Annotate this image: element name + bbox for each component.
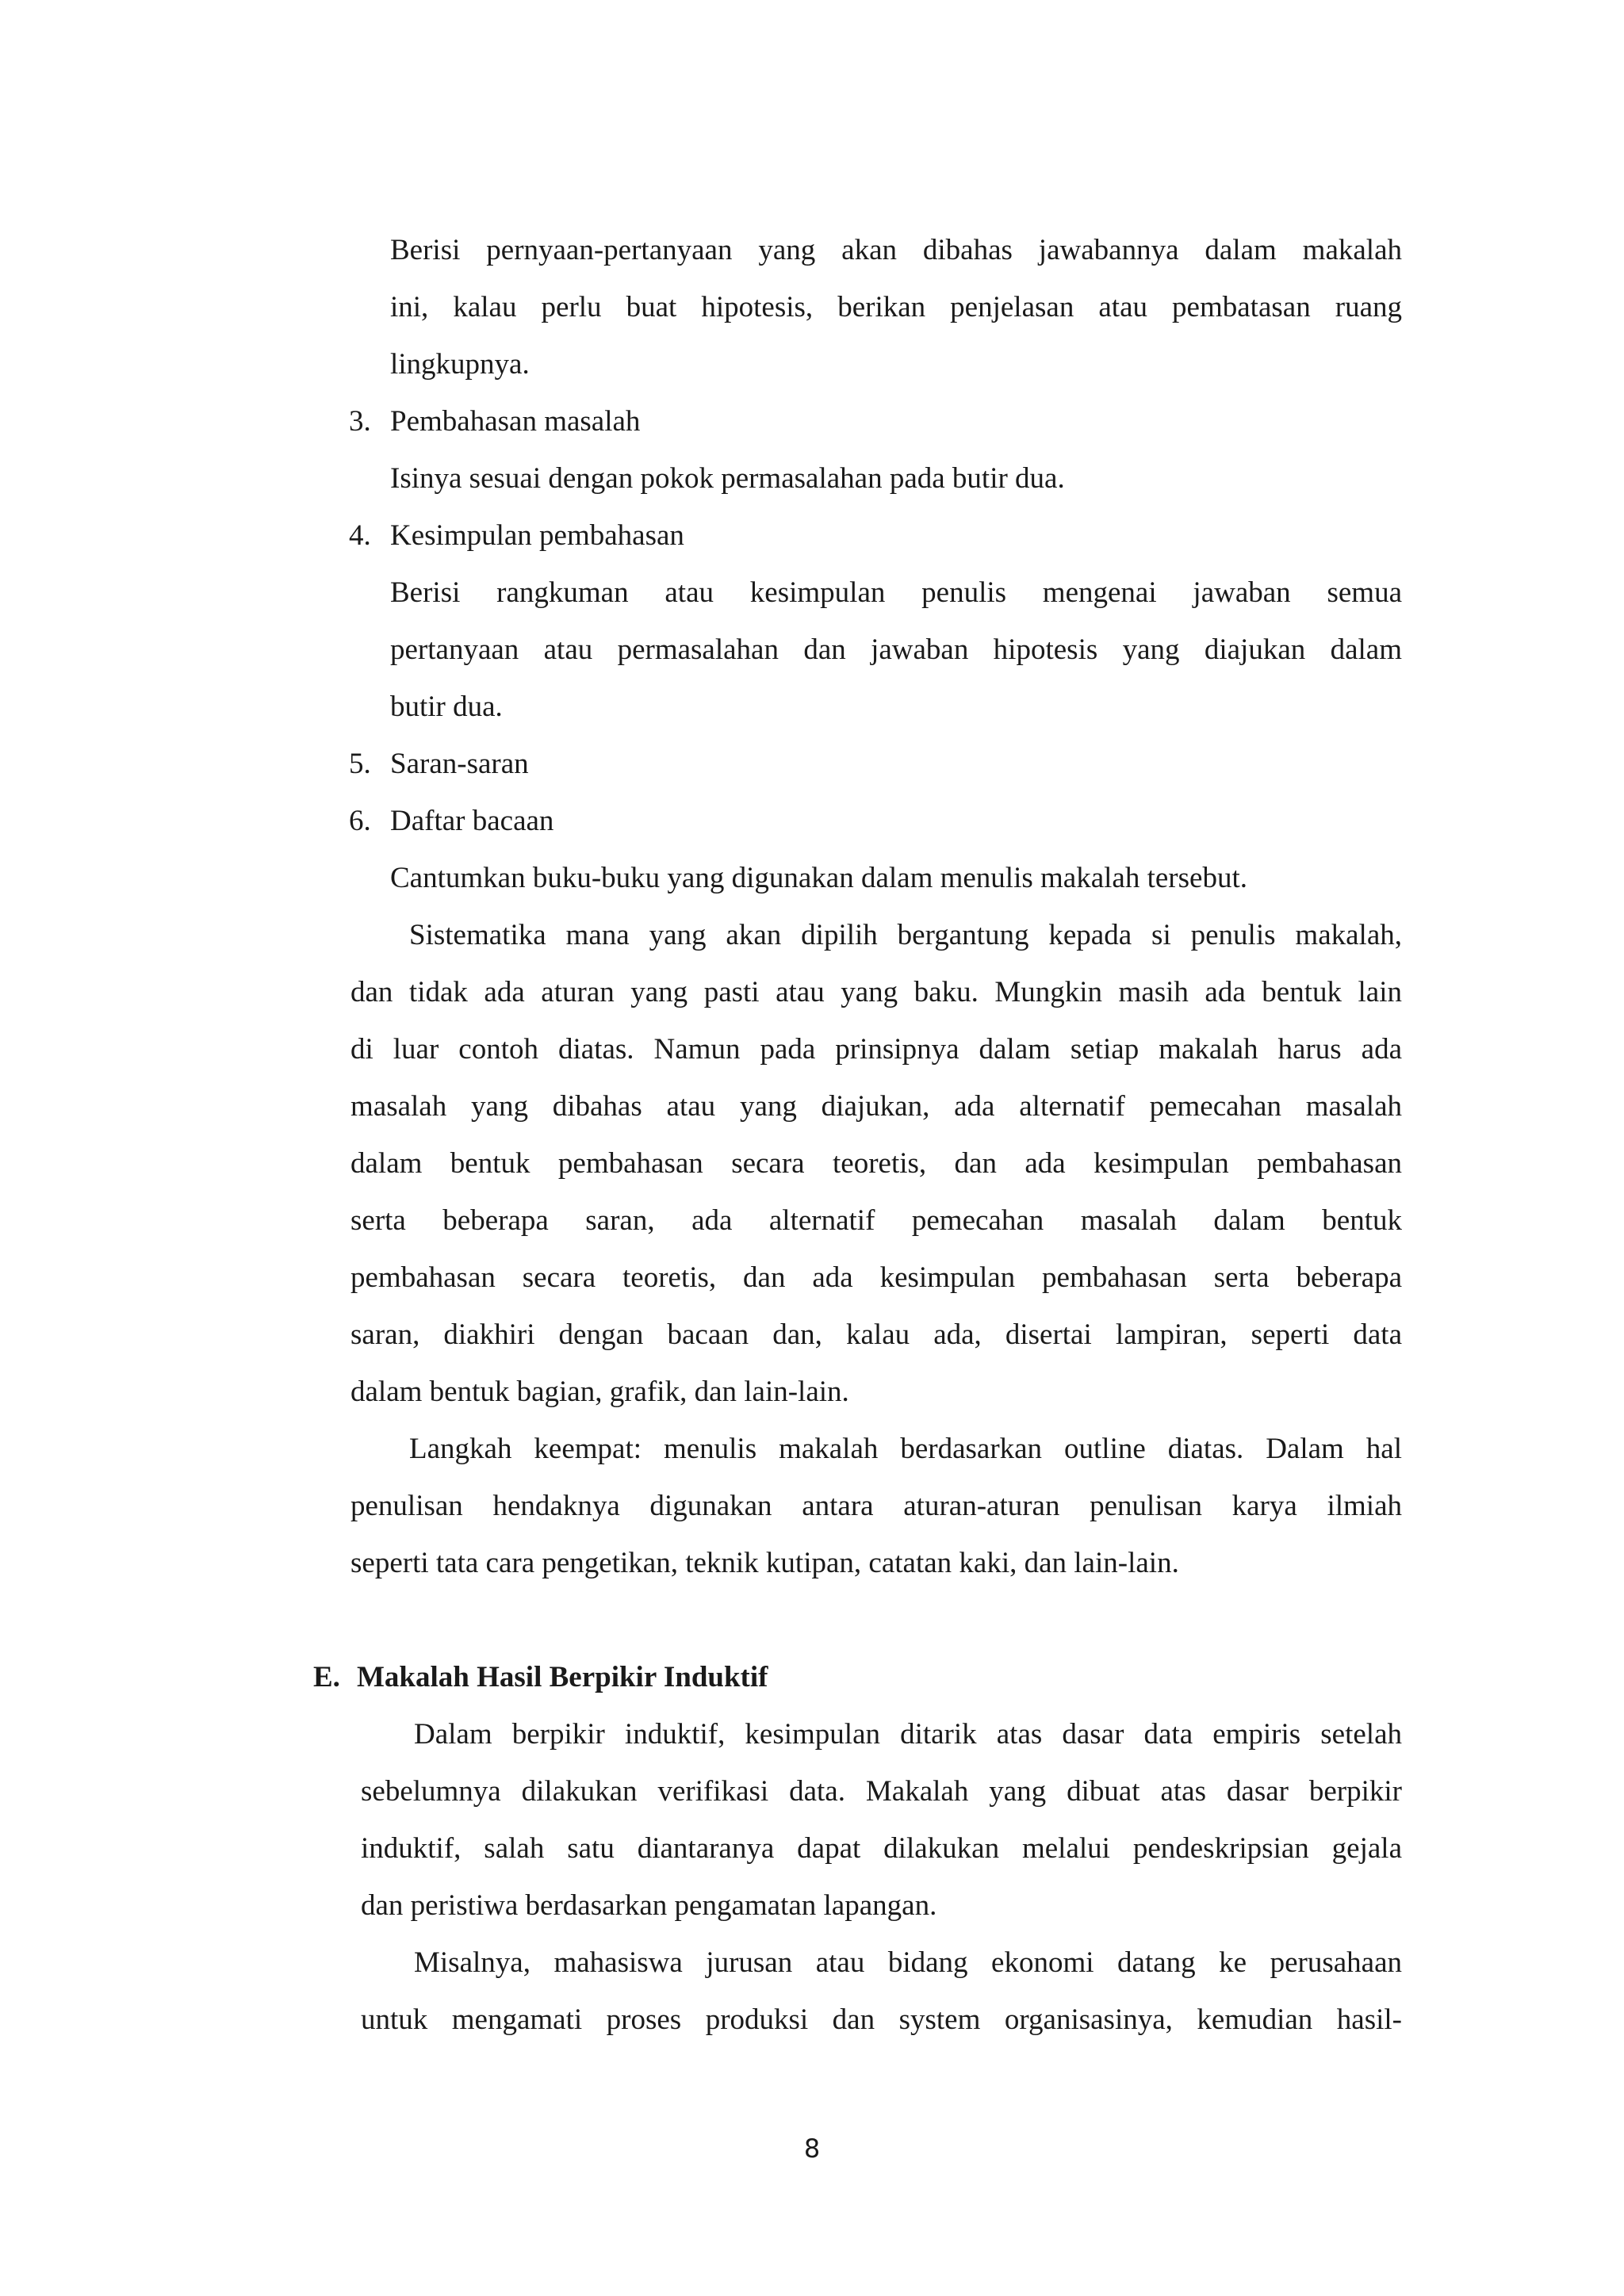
section-title: Makalah Hasil Berpikir Induktif bbox=[357, 1661, 768, 1693]
paragraph-line: induktif, salah satu diantaranya dapat dilakukan melalui pendeskripsian gejala bbox=[361, 1832, 1402, 1865]
list-item-desc: butir dua. bbox=[390, 691, 503, 723]
paragraph-line: untuk mengamati proses produksi dan system organisasinya, kemudian hasil- bbox=[361, 2003, 1402, 2036]
list-item-title: Pembahasan masalah bbox=[390, 405, 641, 438]
list-item-desc: pertanyaan atau permasalahan dan jawaban hipotesis yang diajukan dalam bbox=[390, 633, 1402, 666]
list-item-desc: Berisi rangkuman atau kesimpulan penulis mengenai jawaban semua bbox=[390, 576, 1402, 609]
list-item-desc: Isinya sesuai dengan pokok permasalahan pada butir dua. bbox=[390, 462, 1065, 495]
intro-line: ini, kalau perlu buat hipotesis, berikan penjelasan atau pembatasan ruang bbox=[390, 291, 1402, 323]
paragraph-line: dalam bentuk bagian, grafik, dan lain-lain. bbox=[350, 1376, 849, 1408]
paragraph-line: sebelumnya dilakukan verifikasi data. Makalah yang dibuat atas dasar berpikir bbox=[361, 1775, 1402, 1808]
paragraph-line: Sistematika mana yang akan dipilih bergantung kepada si penulis makalah, bbox=[409, 919, 1402, 951]
paragraph-line: Misalnya, mahasiswa jurusan atau bidang ekonomi datang ke perusahaan bbox=[414, 1946, 1402, 1979]
list-item-title: Kesimpulan pembahasan bbox=[390, 519, 684, 552]
paragraph-line: Dalam berpikir induktif, kesimpulan ditarik atas dasar data empiris setelah bbox=[414, 1718, 1402, 1751]
paragraph-line: pembahasan secara teoretis, dan ada kesimpulan pembahasan serta beberapa bbox=[350, 1261, 1402, 1294]
paragraph-line: dalam bentuk pembahasan secara teoretis, dan ada kesimpulan pembahasan bbox=[350, 1147, 1402, 1180]
paragraph-line: serta beberapa saran, ada alternatif pemecahan masalah dalam bentuk bbox=[350, 1204, 1402, 1237]
paragraph-line: di luar contoh diatas. Namun pada prinsipnya dalam setiap makalah harus ada bbox=[350, 1033, 1402, 1066]
paragraph-line: dan tidak ada aturan yang pasti atau yang baku. Mungkin masih ada bentuk lain bbox=[350, 976, 1402, 1008]
list-number: 5. bbox=[349, 748, 371, 780]
intro-line: lingkupnya. bbox=[390, 348, 530, 381]
intro-line: Berisi pernyaan-pertanyaan yang akan dibahas jawabannya dalam makalah bbox=[390, 234, 1402, 266]
page-number: 8 bbox=[803, 2133, 821, 2164]
paragraph-line: saran, diakhiri dengan bacaan dan, kalau ada, disertai lampiran, seperti data bbox=[350, 1318, 1402, 1351]
list-item-title: Daftar bacaan bbox=[390, 805, 554, 837]
list-number: 4. bbox=[349, 519, 371, 552]
list-number: 6. bbox=[349, 805, 371, 837]
list-item-desc: Cantumkan buku-buku yang digunakan dalam menulis makalah tersebut. bbox=[390, 862, 1247, 894]
paragraph-line: masalah yang dibahas atau yang diajukan, ada alternatif pemecahan masalah bbox=[350, 1090, 1402, 1123]
paragraph-line: Langkah keempat: menulis makalah berdasarkan outline diatas. Dalam hal bbox=[409, 1433, 1402, 1465]
list-number: 3. bbox=[349, 405, 371, 438]
list-item-title: Saran-saran bbox=[390, 748, 529, 780]
paragraph-line: dan peristiwa berdasarkan pengamatan lapangan. bbox=[361, 1889, 937, 1922]
paragraph-line: seperti tata cara pengetikan, teknik kutipan, catatan kaki, dan lain-lain. bbox=[350, 1547, 1179, 1579]
section-letter: E. bbox=[313, 1661, 340, 1693]
paragraph-line: penulisan hendaknya digunakan antara aturan-aturan penulisan karya ilmiah bbox=[350, 1490, 1402, 1522]
